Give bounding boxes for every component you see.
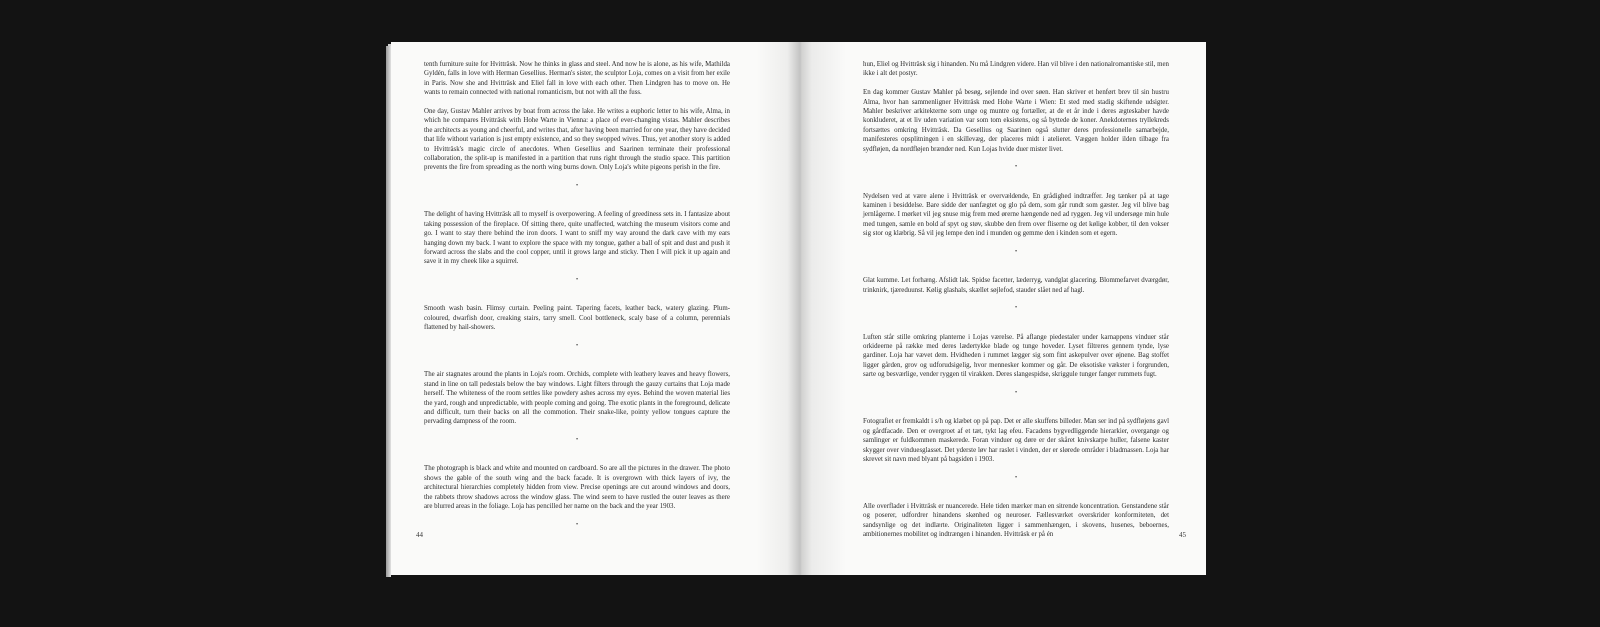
paragraph: One day, Gustav Mahler arrives by boat from across the lake. He writes a euphoric letter to his wife, Alma, in which he compares Hvitträsk with Hohe Warte in Vienna: a place of ever-changing vistas. Mahler describes the architects as young and cheerful, and writes that, after having been married for one year, they have decided that life without variation is just empty existence, and so they swopped wives. Thus, yet another story is added to Hvitträsk's magic circle of anecdotes. When Gesellius and Saarinen terminate their professional collaboration, the split-up is manifested in a partition that runs right through the studio space. This partition prevents the fire from spreading as the north wing burns down. Only Loja's white pigeons perish in the fire. [424,108,730,172]
left-text-block [424,60,730,549]
section-separator: • [1014,164,1018,171]
section-separator: • [1014,390,1018,397]
paragraph: Alle overflader i Hvitträsk er nuancerede. Hele tiden mærker man en sitrende koncentration. Genstandene står og poserer, udfordrer hinandens skønhed og neuroser. Fællesværket overskrider konformiteten, det sandsynlige og det indlærte. Originaliteten ligger i sammenhængen, i skovens, husenes, beboernes, ambitionernes mobilitet og indtrængen i hinanden. Hvitträsk er på én [863,502,1169,539]
section-separator: • [575,521,579,528]
section-separator: • [1014,249,1018,256]
paragraph: En dag kommer Gustav Mahler på besøg, sejlende ind over søen. Han skriver et henført brev til sin hustru Alma, hvor han sammenligner Hvitträsk med Hohe Warte i Wien: Et sted med stadig skiftende udsigter. Mahler beskriver arkitekterne som unge og muntre og fortæller, at de et år inde i deres ægteskaber havde konkluderet, at et liv uden variation var som tom eksistens, og så byttede de koner. Anekdoternes tryllekreds fortsættes omkring Hvitträsk. Da Gesellius og Saarinen også slutter deres professionelle samarbejde, manifesteres opsplitningen i en skillevæg, der placeres midt i atelieret. Væggen holder ilden tilbage fra sydfløjen, da nordfløjen brænder ned. Kun Lojas hvide duer mister livet. [863,89,1169,153]
section-separator: • [575,277,579,284]
section-separator: • [1014,474,1018,481]
paragraph: Smooth wash basin. Flimsy curtain. Peeling paint. Tapering facets, leather back, watery glazing. Plum-coloured, dwarfish door, creaking stairs, tarry smell. Cool bottleneck, scaly base of a column, perennials flattened by hail-showers. [424,305,730,332]
paragraph: Fotografiet er fremkaldt i s/h og klæbet op på pap. Det er alle skuffens billeder. Man ser ind på sydfløjens gavl og gårdfacade. Den er overgroet af et tæt, tykt lag efeu. Facadens bygvedliggende hierarkier, overgange og samlinger er fuldkommen maskerede. Foran vinduer og døre er der skåret knivskarpe huller, falsene kaster skygger over vinduesglasset. Det yderste løv har raslet i vinden, der er slørede områder i bladmassen. Loja har skrevet sit navn med blyant på bagsiden i 1903. [863,418,1169,463]
page-number: 45 [1179,531,1186,539]
paragraph: hun, Eliel og Hvitträsk sig i hinanden. Nu må Lindgren videre. Han vil blive i den nationalromantiske stil, men ikke i alt det postyr. [863,61,1169,78]
paragraph: The delight of having Hvitträsk all to myself is overpowering. A feeling of greediness sets in. I fantasize about taking possession of the fireplace. Of sitting there, quite unaffected, watching the museum visitors come and go. I want to stay there behind the iron doors. I want to sniff my way around the dark cave with my ears hanging down my back. I want to explore the space with my tongue, gather a ball of spit and dust and push it forward across the slabs and the cool copper, until it grows large and sticky. Then I will pick it up again and save it in my cheek like a squirrel. [424,211,730,266]
section-separator: • [575,183,579,190]
section-separator: • [575,343,579,350]
paragraph: tenth furniture suite for Hvitträsk. Now he thinks in glass and steel. And now he is alone, as his wife, Mathilda Gyldén, falls in love with Herman Gesellius. Herman's sister, the sculptor Loja, comes on a visit from her exile in Paris. Now she and Hvitträsk and Eliel fall in love with each other. Then Lindgren has to move on. He wants to remain connected with national romanticism, but not with all the fuss. [424,61,730,97]
section-separator: • [1014,305,1018,312]
page-number: 44 [416,531,423,539]
section-separator: • [575,437,579,444]
right-text-block [863,60,1169,549]
paragraph: The air stagnates around the plants in Loja's room. Orchids, complete with leathery leaves and heavy flowers, stand in line on tall pedestals below the bay windows. Light filters through the gauzy curtains that Loja made herself. The whiteness of the room settles like powdery ashes across my eyes. Behind the woven material lies the yard, rough and unpredictable, with people coming and going. The exotic plants in the foreground, delicate and difficult, turn their backs on all the commotion. Their snake-like, pointy yellow tongues capture the pervading dampness of the room. [424,371,730,426]
open-book [391,42,1206,575]
paragraph: The photograph is black and white and mounted on cardboard. So are all the pictures in the drawer. The photo shows the gable of the south wing and the back facade. It is overgrown with thick layers of ivy, the architectural hierarchies completely hidden from view. Precise openings are cut around windows and doors, the rabbets throw shadows across the window glass. The wind seem to have rustled the outer leaves as there are blurred areas in the foliage. Loja has pencilled her name on the back and the year 1903. [424,465,730,510]
paragraph: Nydelsen ved at være alene i Hvitträsk er overvældende, En grådighed indtræffer. Jeg tænker på at tage kaminen i besiddelse. Bare sidde der uanfægtet og glo på dem, som går rundt som gæster. Jeg vil blive bag jernlågerne. I mørket vil jeg snuse mig frem med ørerne hængende ned ad ryggen. Jeg vil undersøge min hule med tungen, samle en bold af spyt og støv, skubbe den frem over fliserne og det kølige kobber, til den vokser sig stor og klæbrig. Så vil jeg lempe den ind i munden og gemme den i kinden som et egern. [863,192,1169,238]
paragraph: Glat kumme. Let forhæng. Afslidt lak. Spidse facetter, læderryg, vandglat glacering. Blommefarvet dværgdør, trinknirk, tjæreduunst. Kølig glashals, skællet søjlefod, stauder slået ned af hagl. [863,277,1169,294]
left-page [391,42,800,575]
right-page [800,42,1206,575]
paragraph: Luften står stille omkring planterne i Lojas værelse. På aflange piedestaler under karnappens vinduer står orkideerne på række med deres lædertykke blade og tunge hoveder. Lyset filtreres gennem tynde, lyse gardiner. Loja har vævet dem. Hvidheden i rummet lægger sig som fint askepulver over øjnene. Bag stoffet ligger gården, grov og udforudsigelig, hvor mennesker kommer og går. De eksotiske vækster i forgrunden, sarte og besværlige, vender ryggen til virakken. Deres slangespidse, skriggule tunger fanger rummets fugt. [863,333,1169,379]
